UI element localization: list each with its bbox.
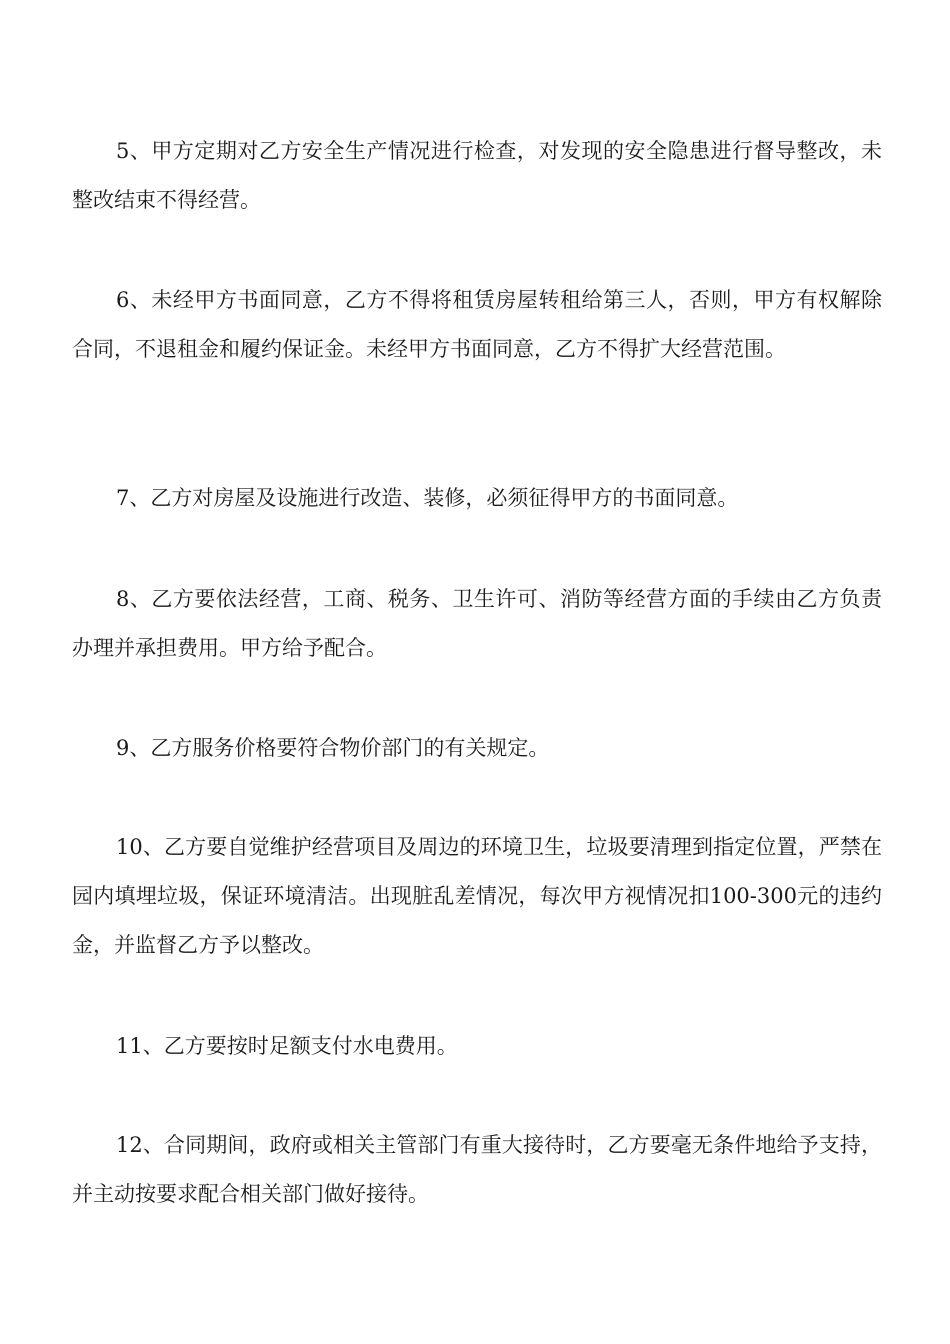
clause-7: 7、乙方对房屋及设施进行改造、装修，必须征得甲方的书面同意。 <box>116 486 739 510</box>
clause-10: 10、乙方要自觉维护经营项目及周边的环境卫生，垃圾要清理到指定位置，严禁在园内填埋垃圾，保证环境清洁。出现脏乱差情况，每次甲方视情况扣100-300元的违约金，并监督乙方予以整改。 <box>72 835 882 957</box>
clause-12: 12、合同期间，政府或相关主管部门有重大接待时，乙方要毫无条件地给予支持，并主动按要求配合相关部门做好接待。 <box>72 1133 882 1206</box>
clause-11: 11、乙方要按时足额支付水电费用。 <box>116 1034 458 1058</box>
clause-5: 5、甲方定期对乙方安全生产情况进行检查，对发现的安全隐患进行督导整改，未整改结束不得经营。 <box>72 139 882 212</box>
clause-8: 8、乙方要依法经营，工商、税务、卫生许可、消防等经营方面的手续由乙方负责办理并承担费用。甲方给予配合。 <box>72 587 882 660</box>
clause-6: 6、未经甲方书面同意，乙方不得将租赁房屋转租给第三人，否则，甲方有权解除合同，不退租金和履约保证金。未经甲方书面同意，乙方不得扩大经营范围。 <box>72 288 882 361</box>
clause-9: 9、乙方服务价格要符合物价部门的有关规定。 <box>116 736 550 760</box>
